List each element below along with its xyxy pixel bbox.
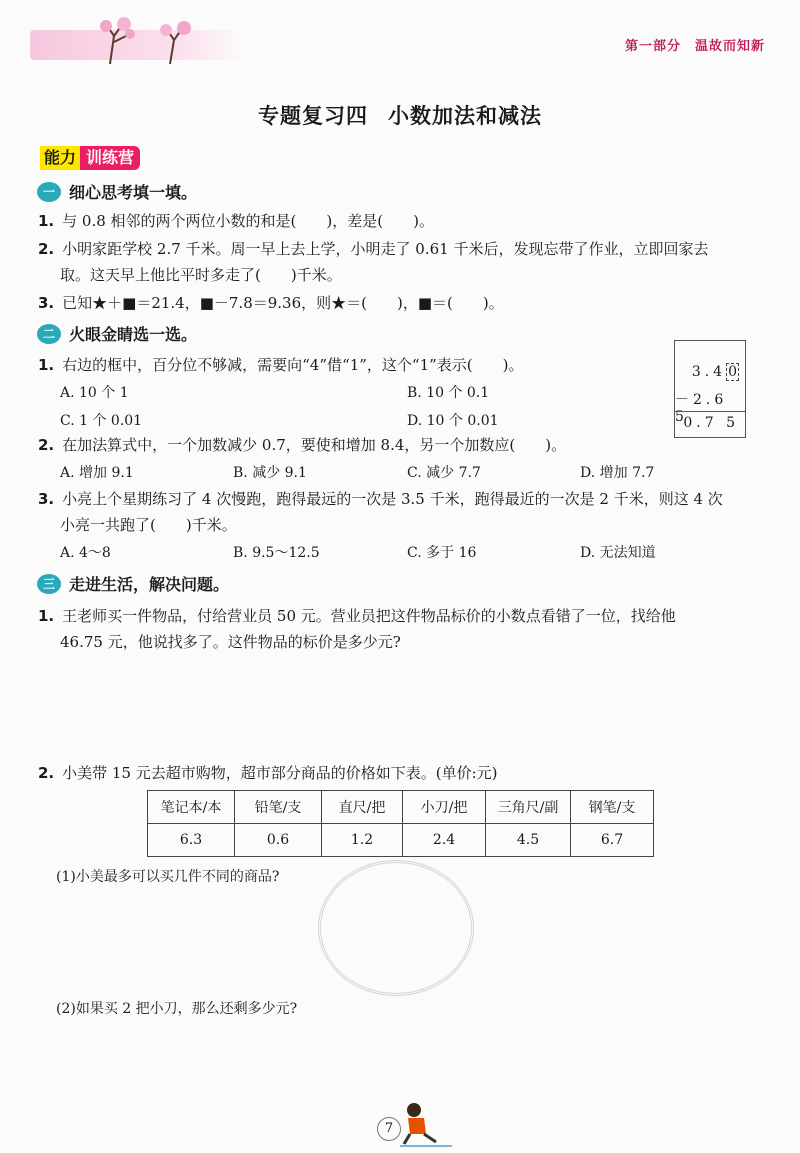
choice-option: B. 10 个 0.1 (407, 385, 490, 401)
sub-question-1: (1)小美最多可以买几件不同的商品? (56, 869, 280, 885)
choice-option: A. 4～8 (60, 545, 111, 561)
choice-question-2: 2. 在加法算式中，一个加数减少 0.7，要使和增加 8.4，另一个加数应( )。 (38, 436, 567, 454)
title-prefix: 专题复习四 (258, 104, 368, 128)
header-label (611, 35, 765, 54)
choice-option: C. 多于 16 (407, 545, 477, 561)
problem-1: 1. 王老师买一件物品，付给营业员 50 元。营业员把这件物品标价的小数点看错了一位，找给他 (38, 607, 676, 625)
section-label: 走进生活，解决问题。 (69, 575, 230, 594)
table-header-cell: 钢笔/支 (571, 791, 654, 824)
fill-question-2: 2. 小明家距学校 2.7 千米。周一早上去上学，小明走了 0.61 千米后，发现忘带了作业，立即回家去 (38, 240, 709, 258)
table-cell: 0.6 (235, 824, 322, 857)
title-main: 小数加法和减法 (388, 104, 542, 128)
table-row (148, 791, 654, 824)
table-header-cell: 小刀/把 (403, 791, 486, 824)
section-label: 火眼金睛选一选。 (69, 325, 198, 344)
problem-2: 2. 小美带 15 元去超市购物，超市部分商品的价格如下表。(单价:元) (38, 764, 498, 782)
choice-option: B. 减少 9.1 (233, 465, 307, 481)
section-label: 细心思考填一填。 (69, 183, 198, 202)
table-cell: 2.4 (403, 824, 486, 857)
page-title (0, 100, 800, 130)
subtraction-box (674, 340, 746, 438)
section-number: 三 (37, 574, 61, 594)
choice-option: C. 1 个 0.01 (60, 413, 143, 429)
sub-question-2: (2)如果买 2 把小刀，那么还剩多少元? (56, 1001, 298, 1017)
table-cell: 6.3 (148, 824, 235, 857)
table-cell: 6.7 (571, 824, 654, 857)
choice-question-1: 1. 右边的框中，百分位不够减，需要向“4”借“1”，这个“1”表示( )。 (38, 356, 524, 374)
table-header-cell: 铅笔/支 (235, 791, 322, 824)
table-header-cell: 直尺/把 (322, 791, 403, 824)
choice-question-3-cont: 小亮一共跑了( )千米。 (60, 516, 237, 534)
choice-option: D. 无法知道 (580, 545, 656, 561)
section-badge (40, 146, 140, 170)
header-subtitle: 温故而知新 (694, 39, 765, 54)
fill-question-2-cont: 取。这天早上他比平时多走了( )千米。 (60, 266, 342, 284)
badge-part-b: 训练营 (80, 146, 140, 170)
table-header-cell: 三角尺/副 (486, 791, 571, 824)
watermark-stamp (318, 860, 474, 996)
section-heading-1 (37, 180, 197, 203)
choice-option: D. 增加 7.7 (580, 465, 655, 481)
choice-option: C. 减少 7.7 (407, 465, 481, 481)
page-number: 7 (377, 1117, 401, 1141)
problem-1-cont: 46.75 元，他说找多了。这件物品的标价是多少元? (60, 633, 401, 651)
choice-option: A. 增加 9.1 (60, 465, 134, 481)
section-number: 二 (37, 324, 61, 344)
table-header-cell: 笔记本/本 (148, 791, 235, 824)
calc-divider (675, 411, 745, 412)
header-part: 第一部分 (624, 39, 681, 54)
table-cell: 4.5 (486, 824, 571, 857)
badge-part-a: 能力 (40, 146, 80, 170)
skater-icon (396, 1100, 456, 1148)
section-heading-3 (37, 572, 229, 595)
price-table (147, 790, 654, 857)
choice-question-3: 3. 小亮上个星期练习了 4 次慢跑，跑得最远的一次是 3.5 千米，跑得最近的一次是 2 千米，则这 4 次 (38, 490, 723, 508)
header-decoration (30, 30, 245, 60)
choice-option: D. 10 个 0.01 (407, 413, 499, 429)
calc-row-1: 3.4 0 (691, 364, 737, 380)
choice-option: A. 10 个 1 (60, 385, 129, 401)
fill-question-3: 3. 已知★＋■＝21.4，■－7.8＝9.36，则★＝( )，■＝( )。 (38, 294, 504, 312)
table-row (148, 824, 654, 857)
table-cell: 1.2 (322, 824, 403, 857)
calc-row-2: －2.6 5 (675, 392, 728, 425)
fill-question-1: 1. 与 0.8 相邻的两个两位小数的和是( )，差是( )。 (38, 212, 434, 230)
choice-option: B. 9.5～12.5 (233, 545, 320, 561)
section-number: 一 (37, 182, 61, 202)
calc-row-3: 0.7 5 (683, 415, 739, 431)
section-heading-2 (37, 322, 197, 345)
tree-icon (80, 16, 220, 66)
